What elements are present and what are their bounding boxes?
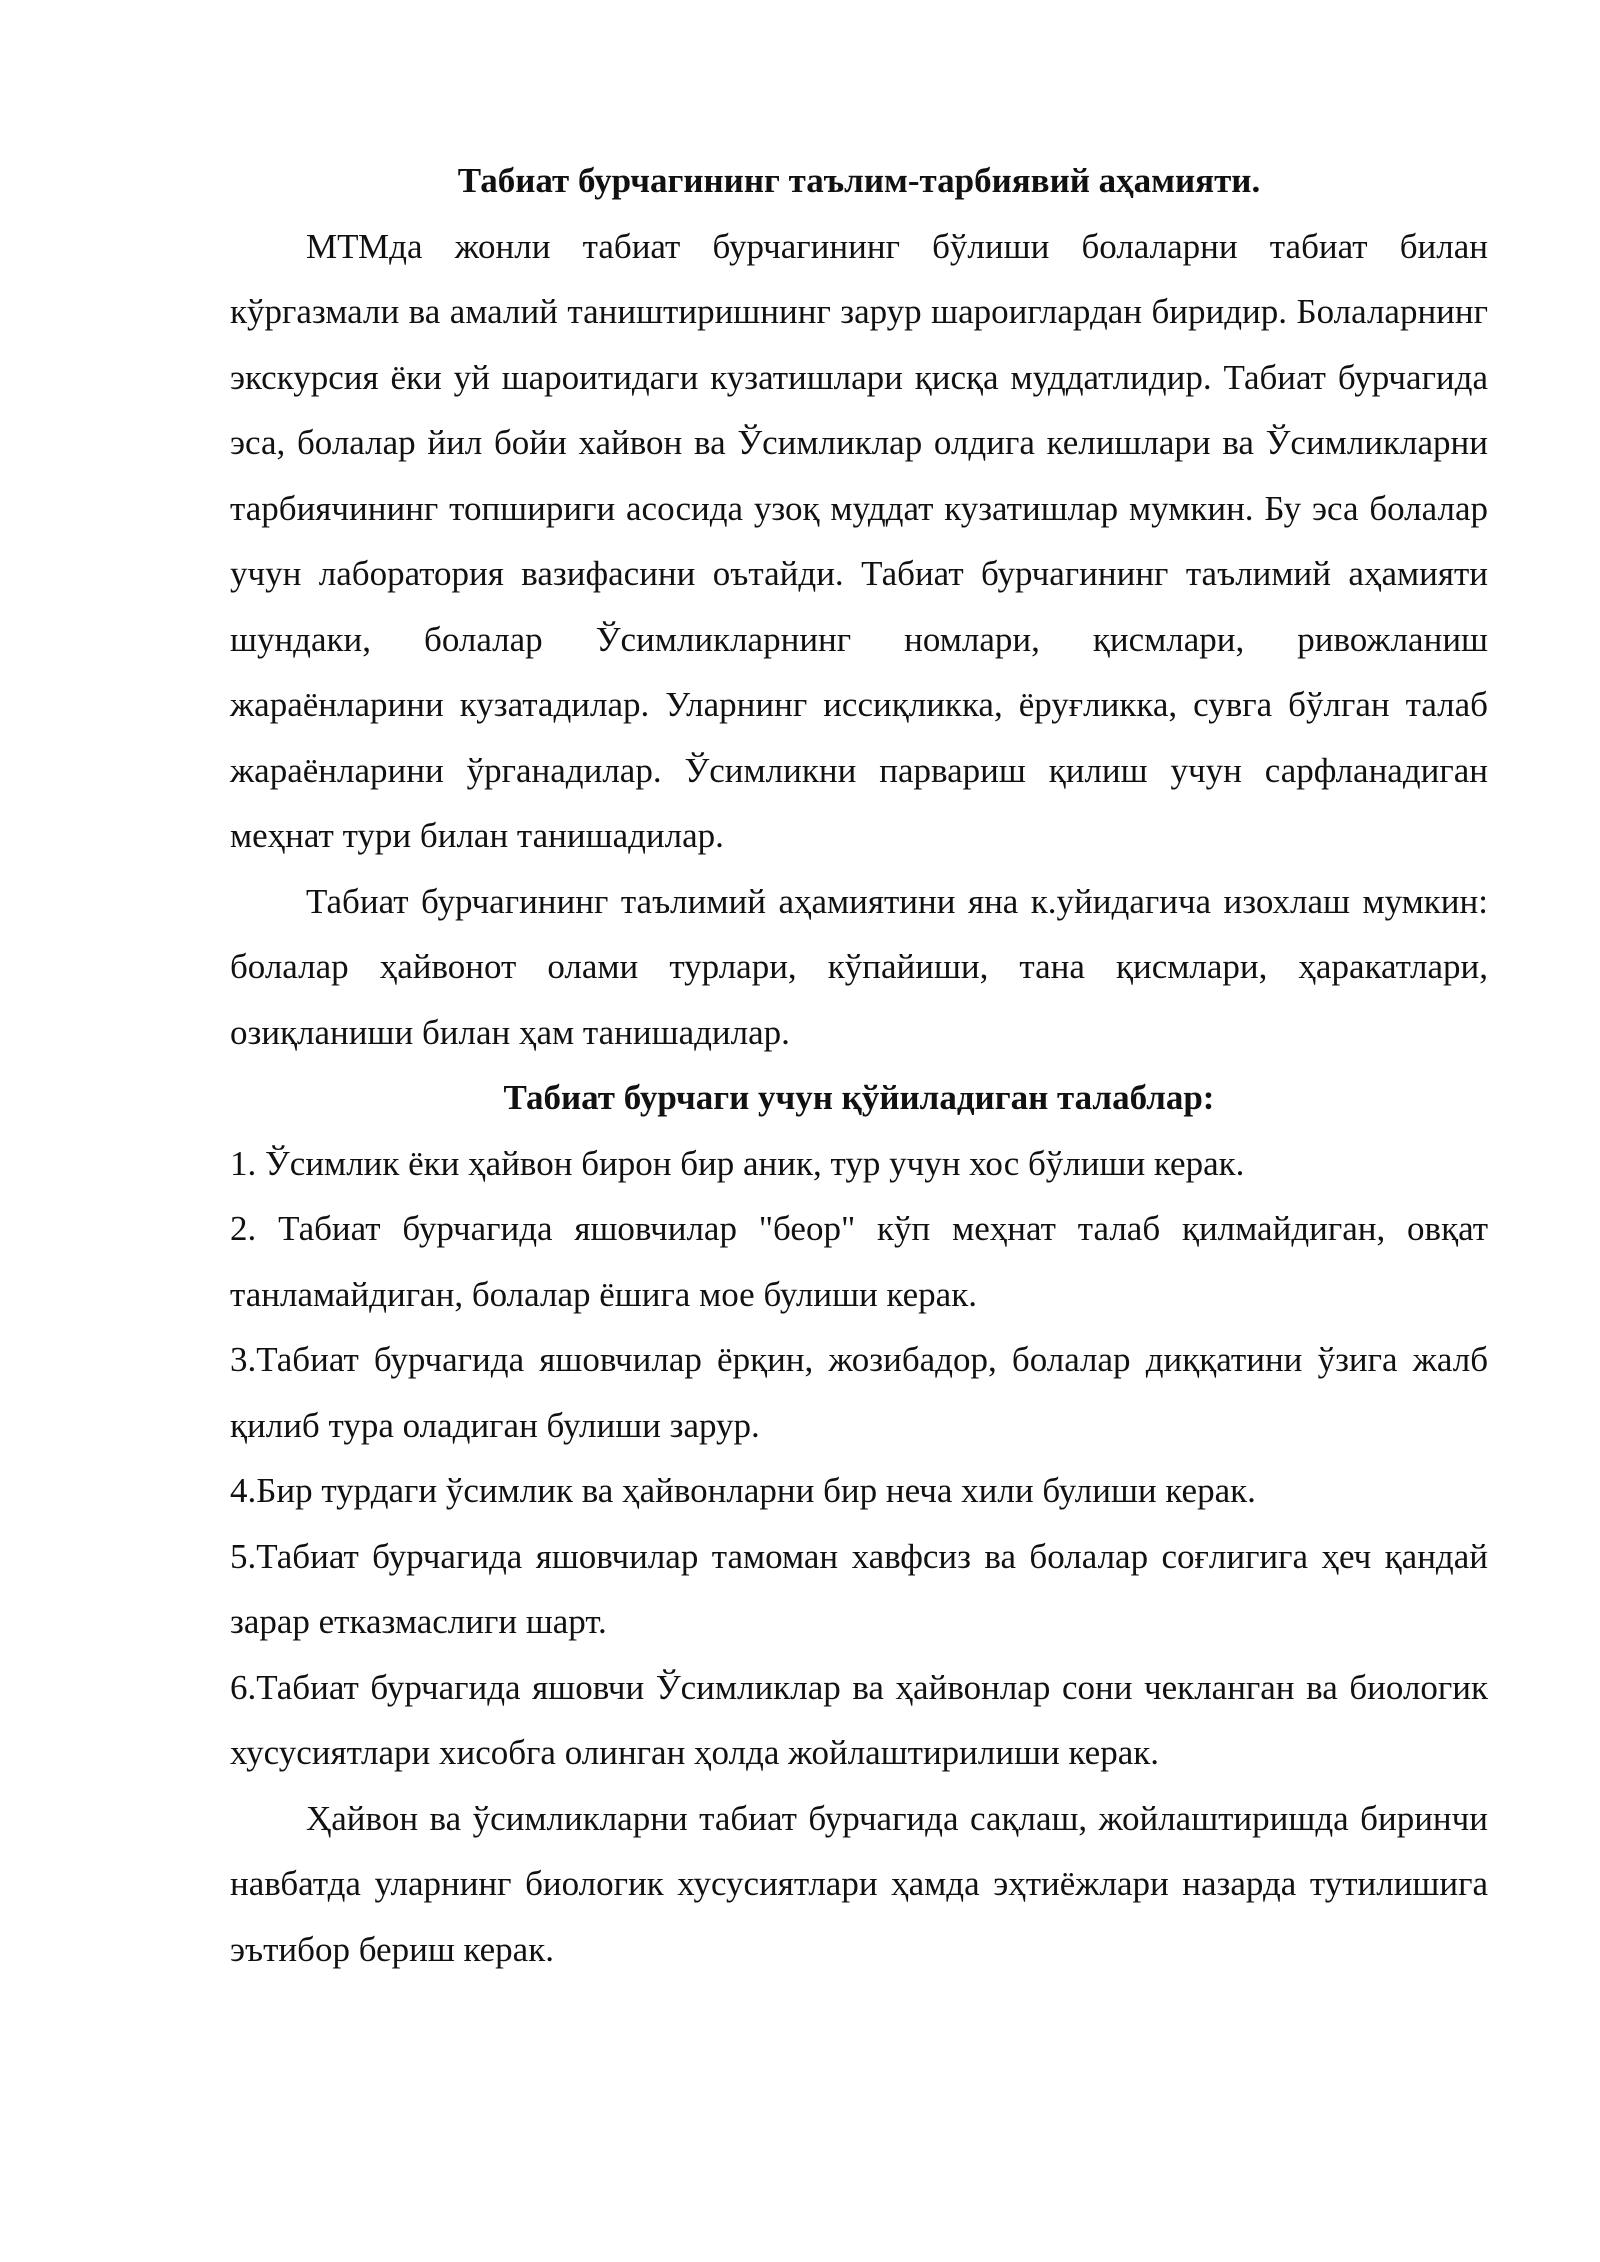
document-title: Табиат бурчагининг таълим-тарбиявий аҳамияти. xyxy=(457,161,1261,200)
requirement-item-3: 3.Табиат бурчагида яшовчилар ёрқин, жозибадор, болалар диққатини ўзига жалб қилиб тура оладиган булиши зарур. xyxy=(230,1340,1488,1445)
requirement-item-5: 5.Табиат бурчагида яшовчилар тамоман хавфсиз ва болалар соғлигига ҳеч қандай зарар етказмаслиги шарт. xyxy=(230,1536,1488,1641)
second-paragraph: Табиат бурчагининг таълимий аҳамиятини яна к.уйидагича изохлаш мумкин: болалар ҳайвонот олами турлари, кўпайиши, тана қисмлари, ҳаракатлари, озиқланиши билан ҳам танишадилар. xyxy=(230,881,1488,1052)
intro-paragraph: МТМда жонли табиат бурчагининг бўлиши болаларни табиат билан кўргазмали ва амалий таништиришнинг зарур шароиглардан биридир. Болаларнинг экскурсия ёки уй шароитидаги кузатишлари қисқа муддатлидир. Табиат бурчагида эса, болалар йил бойи хайвон ва Ўсимликлар олдига келишлари ва Ўсимликларни тарбиячининг топшириги асосида узоқ муддат кузатишлар мумкин. Бу эса болалар учун лаборатория вазифасини оътайди. Табиат бурчагининг таълимий аҳамияти шундаки, болалар Ўсимликларнинг номлари, қисмлари, ривожланиш жараёнларини кузатадилар. Уларнинг иссиқликка, ёруғликка, сувга бўлган талаб жараёнларини ўрганадилар. Ўсимликни парвариш қилиш учун сарфланадиган меҳнат тури билан танишадилар. xyxy=(230,226,1488,855)
requirement-item-4: 4.Бир турдаги ўсимлик ва ҳайвонларни бир неча хили булиши керак. xyxy=(230,1471,1256,1510)
document-body xyxy=(230,148,1488,1982)
requirement-item-6: 6.Табиат бурчагида яшовчи Ўсимликлар ва ҳайвонлар сони чекланган ва биологик хусусиятлари хисобга олинган ҳолда жойлаштирилиши керак. xyxy=(230,1667,1488,1772)
closing-paragraph: Ҳайвон ва ўсимликларни табиат бурчагида сақлаш, жойлаштиришда биринчи навбатда уларнинг биологик хусусиятлари ҳамда эҳтиёжлари назарда тутилишига эътибор бериш керак. xyxy=(230,1798,1488,1969)
requirements-heading: Табиат бурчаги учун қўйиладиган талаблар: xyxy=(503,1078,1215,1117)
requirement-item-2: 2. Табиат бурчагида яшовчилар "беор" кўп меҳнат талаб қилмайдиган, овқат танламайдиган, болалар ёшига мое булиши керак. xyxy=(230,1209,1488,1314)
requirement-item-1: 1. Ўсимлик ёки ҳайвон бирон бир аник, тур учун хос бўлиши керак. xyxy=(230,1143,1245,1183)
